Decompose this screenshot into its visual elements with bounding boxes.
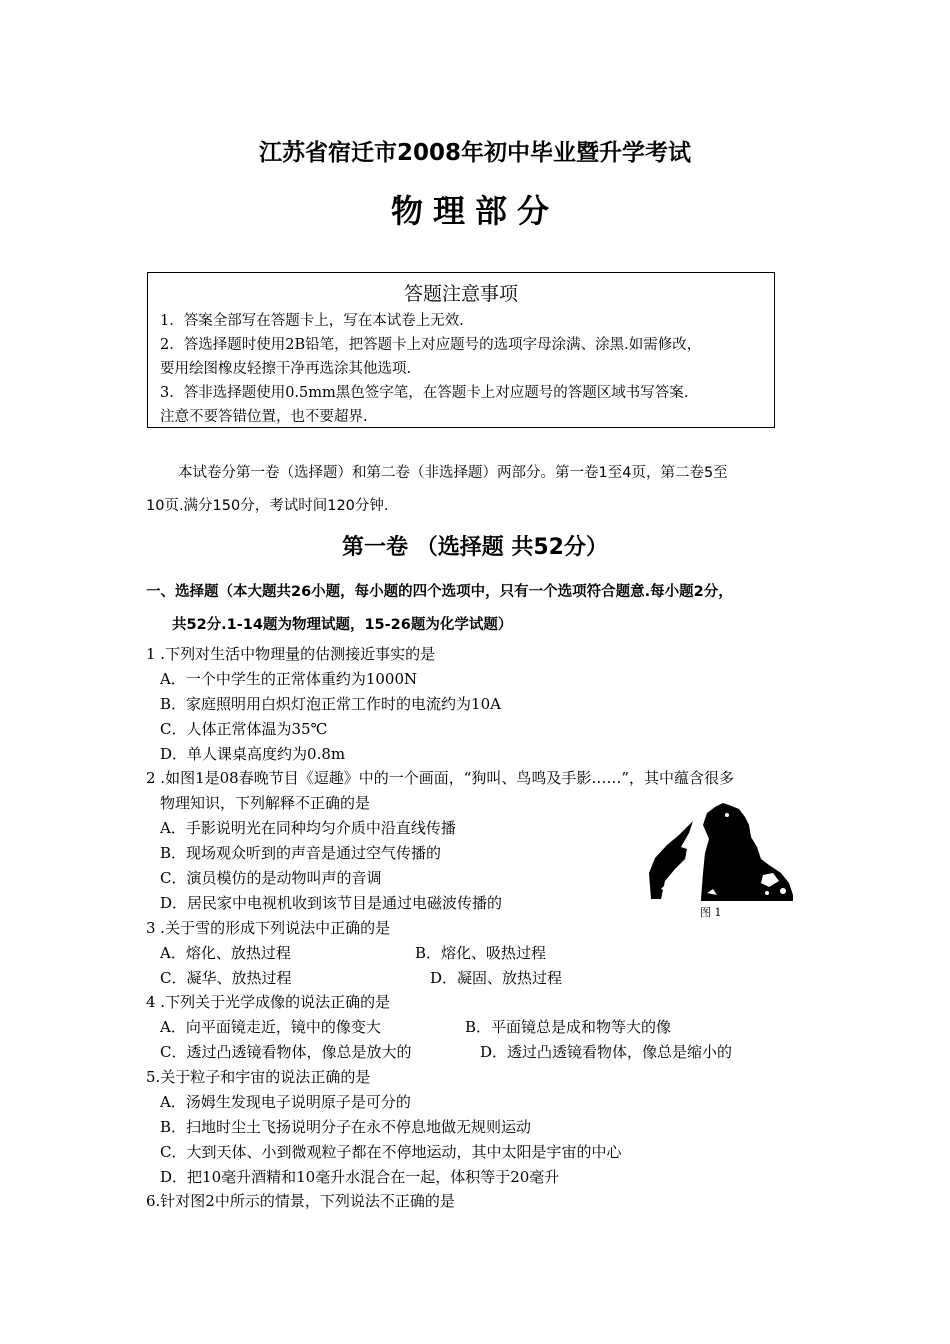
q4-option-c: C．透过凸透镜看物体，像总是放大的 xyxy=(160,1043,412,1061)
q1-option-a: A．一个中学生的正常体重约为1000N xyxy=(160,670,418,688)
q1-stem: 1 .下列对生活中物理量的估测接近事实的是 xyxy=(146,645,436,663)
q1-option-b: B．家庭照明用白炽灯泡正常工作时的电流约为10A xyxy=(160,695,501,713)
figure-1-hand-shadow-image xyxy=(645,803,795,905)
q5-option-c: C．大到天体、小到微观粒子都在不停地运动，其中太阳是宇宙的中心 xyxy=(160,1143,622,1161)
q4-option-b: B．平面镜总是成和物等大的像 xyxy=(465,1018,672,1036)
q4-stem: 4 .下列关于光学成像的说法正确的是 xyxy=(146,993,391,1011)
exam-title: 江苏省宿迁市2008年初中毕业暨升学考试 xyxy=(258,140,691,166)
q6-stem: 6.针对图2中所示的情景，下列说法不正确的是 xyxy=(146,1192,455,1210)
q2-option-b: B．现场观众听到的声音是通过空气传播的 xyxy=(160,844,442,862)
q3-option-b: B．熔化、吸热过程 xyxy=(415,944,547,962)
figure-1-caption: 图 1 xyxy=(700,906,722,919)
notice-line-2: 2．答选择题时使用2B铅笔，把答题卡上对应题号的选项字母涂满、涂黑.如需修改， xyxy=(160,337,702,353)
q3-option-a: A．熔化、放热过程 xyxy=(160,944,291,962)
q2-option-c: C．演员模仿的是动物叫声的音调 xyxy=(160,869,382,887)
q3-stem: 3 .关于雪的形成下列说法中正确的是 xyxy=(146,919,391,937)
notice-line-1: 1．答案全部写在答题卡上，写在本试卷上无效. xyxy=(160,313,464,329)
q3-option-c: C．凝华、放热过程 xyxy=(160,969,292,987)
intro-line-1: 本试卷分第一卷（选择题）和第二卷（非选择题）两部分。第一卷1至4页，第二卷5至 xyxy=(178,465,728,481)
notice-heading: 答题注意事项 xyxy=(403,283,518,305)
section-title: 第一卷 （选择题 共52分） xyxy=(342,535,608,560)
q2-stem-1: 2 .如图1是08春晚节目《逗趣》中的一个画面，“狗叫、鸟鸣及手影……”，其中蕴含很多 xyxy=(146,769,735,787)
notice-line-3: 要用绘图橡皮轻擦干净再选涂其他选项. xyxy=(160,361,412,377)
q4-option-a: A．向平面镜走近，镜中的像变大 xyxy=(160,1018,381,1036)
q2-option-a: A．手影说明光在同种均匀介质中沿直线传播 xyxy=(160,819,456,837)
q1-option-c: C．人体正常体温为35℃ xyxy=(160,720,328,738)
q4-option-d: D．透过凸透镜看物体，像总是缩小的 xyxy=(480,1043,733,1061)
q5-option-d: D．把10毫升酒精和10毫升水混合在一起，体积等于20毫升 xyxy=(160,1168,560,1186)
q5-option-a: A．汤姆生发现电子说明原子是可分的 xyxy=(160,1093,411,1111)
q2-option-d: D．居民家中电视机收到该节目是通过电磁波传播的 xyxy=(160,894,503,912)
q2-stem-2: 物理知识，下列解释不正确的是 xyxy=(160,794,371,812)
q1-option-d: D．单人课桌高度约为0.8m xyxy=(160,745,346,763)
q3-option-d: D．凝固、放热过程 xyxy=(430,969,563,987)
notice-line-5: 注意不要答错位置，也不要超界. xyxy=(160,409,368,425)
section-instructions-2: 共52分.1-14题为物理试题，15-26题为化学试题） xyxy=(172,617,513,633)
section-instructions-1: 一、选择题（本大题共26小题，每小题的四个选项中，只有一个选项符合题意.每小题2分， xyxy=(146,584,733,600)
notice-line-4: 3．答非选择题使用0.5mm黑色签字笔，在答题卡上对应题号的答题区域书写答案. xyxy=(160,385,689,401)
intro-line-2: 10页.满分150分，考试时间120分钟. xyxy=(146,498,389,514)
q5-stem: 5.关于粒子和宇宙的说法正确的是 xyxy=(146,1068,371,1086)
exam-subtitle: 物理部分 xyxy=(390,192,559,230)
notice-box xyxy=(147,272,775,428)
q5-option-b: B．扫地时尘土飞扬说明分子在永不停息地做无规则运动 xyxy=(160,1118,532,1136)
